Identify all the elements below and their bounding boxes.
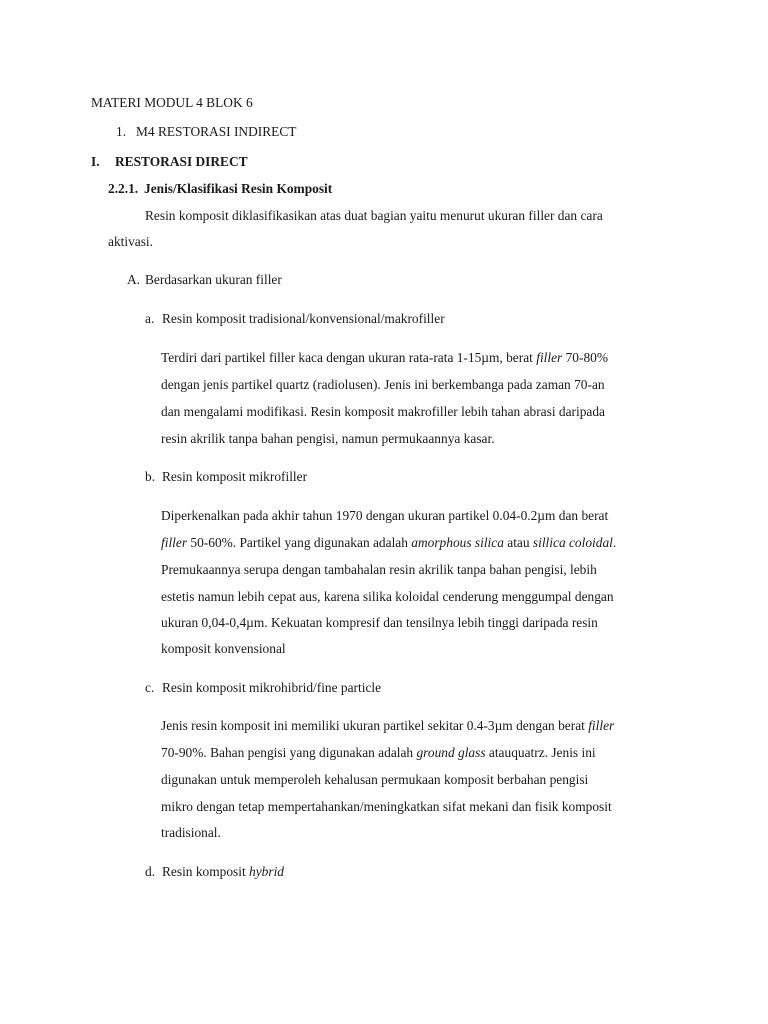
section-title: RESTORASI DIRECT (115, 154, 248, 169)
section-marker: I. (91, 154, 100, 169)
paragraph-line: estetis namun lebih cepat aus, karena silika koloidal cenderung menggumpal dengan (161, 589, 614, 604)
paragraph-line: komposit konvensional (161, 641, 286, 656)
item-label: Resin komposit tradisional/konvensional/makrofiller (162, 311, 445, 326)
paragraph-line: Terdiri dari partikel filler kaca dengan ukuran rata-rata 1-15µm, berat filler 70-80% (161, 350, 609, 365)
list-item-title: M4 RESTORASI INDIRECT (136, 124, 297, 139)
intro-line: aktivasi. (108, 234, 153, 249)
paragraph-line: Jenis resin komposit ini memiliki ukuran partikel sekitar 0.4-3µm dengan berat filler (161, 718, 615, 733)
category-marker: A. (127, 272, 141, 287)
paragraph-line: dengan jenis partikel quartz (radiolusen). Jenis ini berkembanga pada zaman 70-an (161, 377, 605, 392)
subsection-number: 2.2.1. (108, 181, 139, 196)
paragraph-line: filler 50-60%. Partikel yang digunakan adalah amorphous silica atau sillica coloidal. (161, 535, 617, 550)
category-label: Berdasarkan ukuran filler (145, 272, 282, 287)
paragraph-line: Premukaannya serupa dengan tambahalan resin akrilik tanpa bahan pengisi, lebih (161, 562, 597, 577)
paragraph-line: tradisional. (161, 825, 221, 840)
item-marker: d. (145, 864, 156, 879)
paragraph-line: dan mengalami modifikasi. Resin komposit makrofiller lebih tahan abrasi daripada (161, 404, 606, 419)
paragraph-line: Diperkenalkan pada akhir tahun 1970 dengan ukuran partikel 0.04-0.2µm dan berat (161, 508, 609, 523)
list-marker: 1. (116, 124, 127, 139)
paragraph-line: ukuran 0,04-0,4µm. Kekuatan kompresif dan tensilnya lebih tinggi daripada resin (161, 615, 598, 630)
paragraph-line: 70-90%. Bahan pengisi yang digunakan adalah ground glass atauquatrz. Jenis ini (161, 745, 596, 760)
intro-line: Resin komposit diklasifikasikan atas duat bagian yaitu menurut ukuran filler dan cara (145, 208, 603, 223)
item-label: Resin komposit mikrofiller (162, 469, 308, 484)
subsection-title: Jenis/Klasifikasi Resin Komposit (144, 181, 333, 196)
item-marker: b. (145, 469, 156, 484)
item-marker: c. (145, 680, 155, 695)
item-marker: a. (145, 311, 155, 326)
document-title: MATERI MODUL 4 BLOK 6 (91, 95, 253, 110)
paragraph-line: mikro dengan tetap mempertahankan/meningkatkan sifat mekani dan fisik komposit (161, 799, 612, 814)
paragraph-line: digunakan untuk memperoleh kehalusan permukaan komposit berbahan pengisi (161, 772, 589, 787)
item-label: Resin komposit mikrohibrid/fine particle (162, 680, 382, 695)
item-label: Resin komposit hybrid (162, 864, 285, 879)
paragraph-line: resin akrilik tanpa bahan pengisi, namun permukaannya kasar. (161, 431, 495, 446)
